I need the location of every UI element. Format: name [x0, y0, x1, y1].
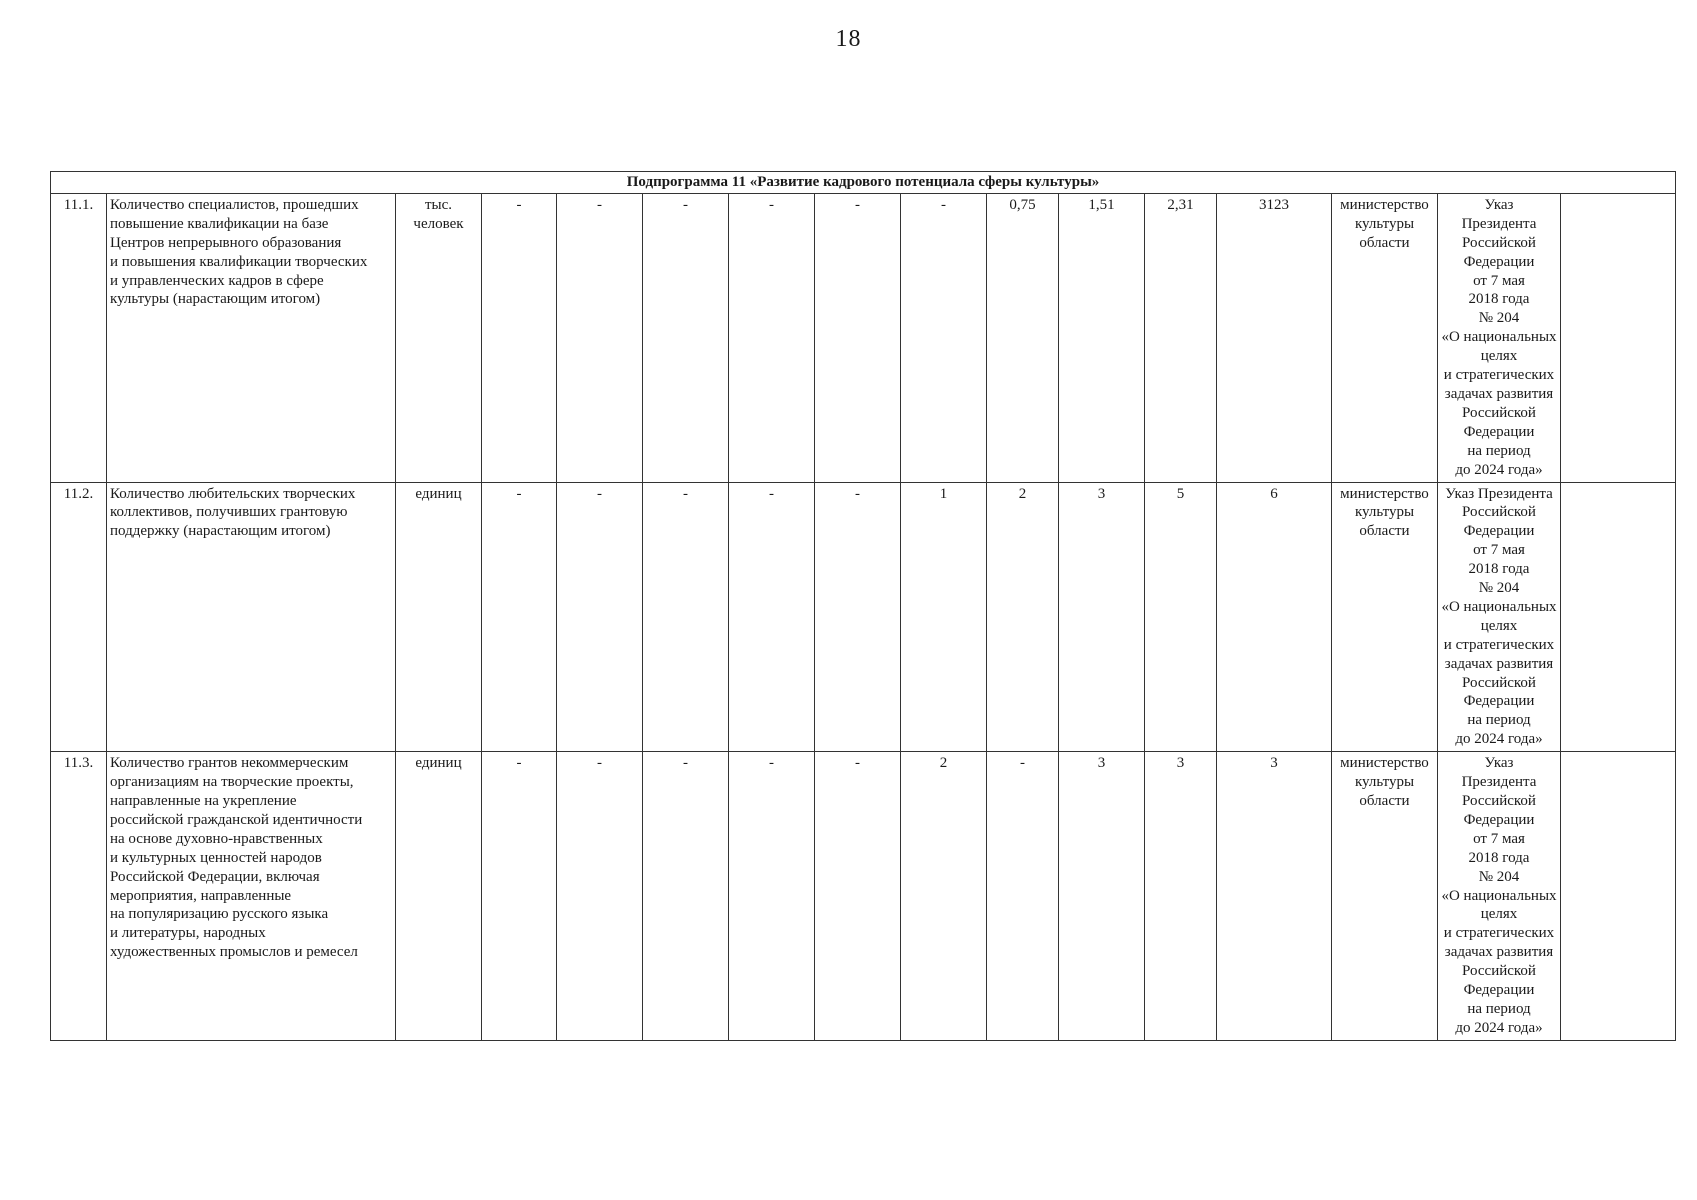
- responsible-cell: министерство культуры области: [1332, 482, 1438, 752]
- table-row: [51, 193, 1676, 482]
- value-cell: -: [557, 752, 643, 1041]
- value-cell: 3123: [1217, 193, 1332, 482]
- value-cell: 5: [1145, 482, 1217, 752]
- value-cell: 2,31: [1145, 193, 1217, 482]
- basis-cell: Указ Президента Российской Федерации от 7 мая 2018 года № 204 «О национальных целях и стратегических задачах развития Российской Федерации на период до 2024 года»: [1438, 752, 1561, 1041]
- value-cell: 3: [1059, 752, 1145, 1041]
- value-cell: 2: [901, 752, 987, 1041]
- value-cell: 3: [1145, 752, 1217, 1041]
- subprogram-row: [51, 172, 1676, 194]
- indicator-name-cell: Количество грантов некоммерческим организациям на творческие проекты, направленные на укрепление российской гражданской идентичности на основе духовно-нравственных и культурных ценностей народов Российской Федерации, включая мероприятия, направленные на популяризацию русского языка и литературы, народных художественных промыслов и ремесел: [107, 752, 396, 1041]
- table-row: [51, 482, 1676, 752]
- unit-cell: единиц: [396, 752, 482, 1041]
- value-cell: -: [729, 482, 815, 752]
- value-cell: -: [815, 752, 901, 1041]
- responsible-cell: министерство культуры области: [1332, 752, 1438, 1041]
- value-cell: 0,75: [987, 193, 1059, 482]
- basis-cell: Указ Президента Российской Федерации от 7 мая 2018 года № 204 «О национальных целях и стратегических задачах развития Российской Федерации на период до 2024 года»: [1438, 193, 1561, 482]
- row-number-cell: 11.2.: [51, 482, 107, 752]
- value-cell: -: [901, 193, 987, 482]
- value-cell: -: [729, 752, 815, 1041]
- indicators-table: [50, 171, 1676, 1041]
- value-cell: -: [729, 193, 815, 482]
- value-cell: -: [482, 482, 557, 752]
- extra-cell: [1561, 482, 1676, 752]
- basis-cell: Указ Президента Российской Федерации от 7 мая 2018 года № 204 «О национальных целях и стратегических задачах развития Российской Федерации на период до 2024 года»: [1438, 482, 1561, 752]
- value-cell: -: [987, 752, 1059, 1041]
- value-cell: -: [815, 193, 901, 482]
- value-cell: 1: [901, 482, 987, 752]
- indicator-name-cell: Количество специалистов, прошедших повышение квалификации на базе Центров непрерывного образования и повышения квалификации творческих и управленческих кадров в сфере культуры (нарастающим итогом): [107, 193, 396, 482]
- unit-cell: тыс. человек: [396, 193, 482, 482]
- value-cell: -: [815, 482, 901, 752]
- unit-cell: единиц: [396, 482, 482, 752]
- value-cell: -: [643, 482, 729, 752]
- value-cell: -: [557, 482, 643, 752]
- value-cell: 1,51: [1059, 193, 1145, 482]
- subprogram-title: Подпрограмма 11 «Развитие кадрового потенциала сферы культуры»: [51, 172, 1676, 194]
- indicator-name-cell: Количество любительских творческих коллективов, получивших грантовую поддержку (нарастающим итогом): [107, 482, 396, 752]
- page-number: 18: [835, 26, 862, 52]
- extra-cell: [1561, 752, 1676, 1041]
- extra-cell: [1561, 193, 1676, 482]
- value-cell: 2: [987, 482, 1059, 752]
- value-cell: -: [482, 193, 557, 482]
- value-cell: -: [557, 193, 643, 482]
- responsible-cell: министерство культуры области: [1332, 193, 1438, 482]
- value-cell: -: [482, 752, 557, 1041]
- value-cell: 3: [1059, 482, 1145, 752]
- row-number-cell: 11.3.: [51, 752, 107, 1041]
- value-cell: -: [643, 193, 729, 482]
- value-cell: 3: [1217, 752, 1332, 1041]
- value-cell: -: [643, 752, 729, 1041]
- value-cell: 6: [1217, 482, 1332, 752]
- row-number-cell: 11.1.: [51, 193, 107, 482]
- table-body: [51, 172, 1676, 1041]
- table-row: [51, 752, 1676, 1041]
